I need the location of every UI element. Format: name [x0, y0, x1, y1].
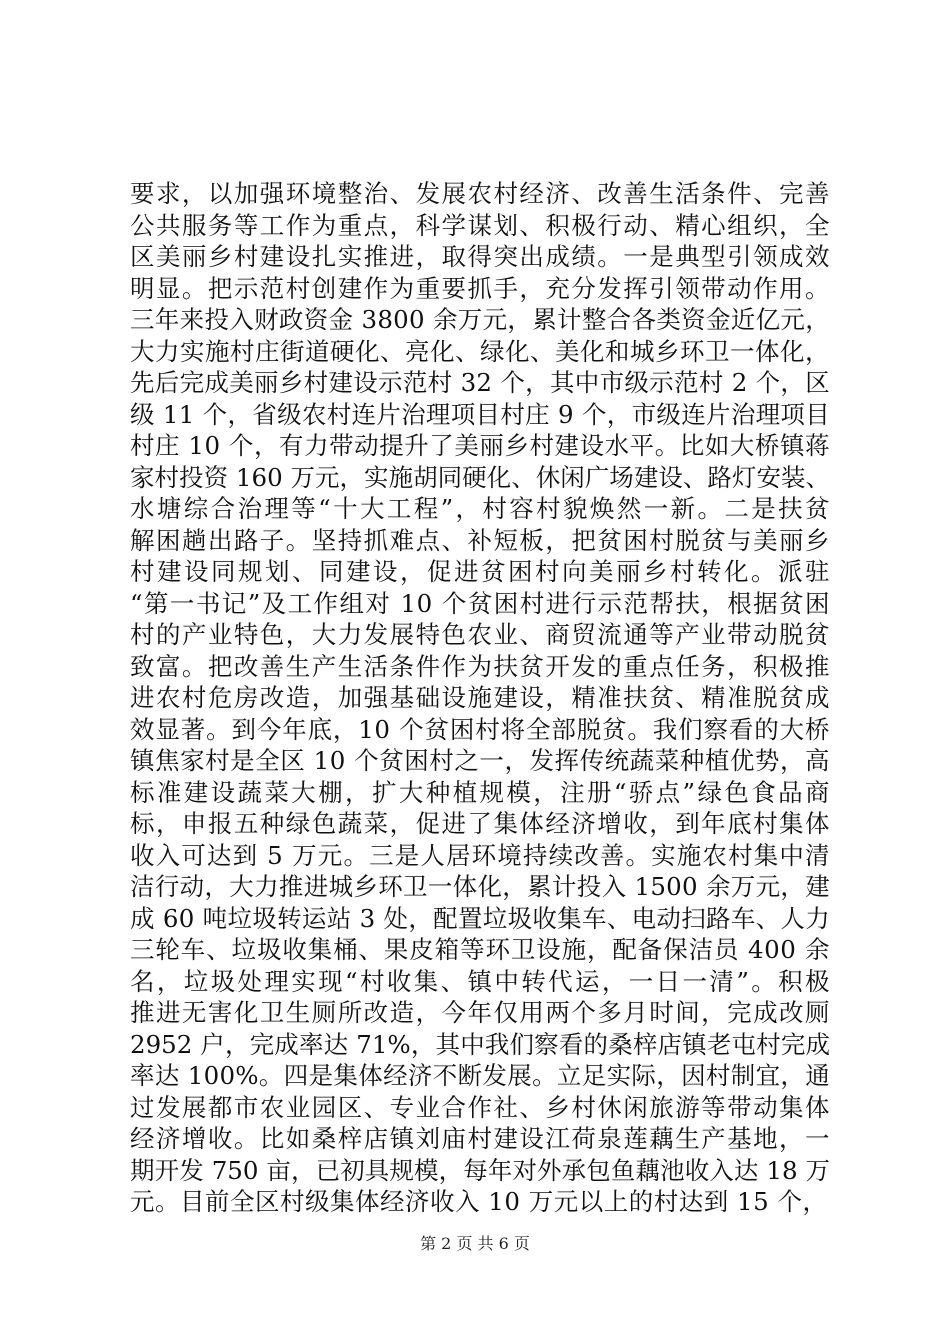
text-line: 标，申报五种绿色蔬菜，促进了集体经济增收，到年底村集体	[130, 809, 830, 838]
text-line: 期开发 750 亩，已初具规模，每年对外承包鱼藕池收入达 18 万	[130, 1155, 830, 1185]
text-line: 洁行动，大力推进城乡环卫一体化，累计投入 1500 余万元，建	[130, 872, 830, 901]
text-line: 成 60 吨垃圾转运站 3 处，配置垃圾收集车、电动扫路车、人力	[130, 903, 830, 933]
text-line: 村的产业特色，大力发展特色农业、商贸流通等产业带动脱贫	[130, 620, 830, 649]
text-line: 收入可达到 5 万元。三是人居环境持续改善。实施农村集中清	[130, 840, 830, 870]
text-line: 经济增收。比如桑梓店镇刘庙村建设江荷泉莲藕生产基地，一	[130, 1124, 830, 1153]
text-line: 名，垃圾处理实现“村收集、镇中转代运，一日一清”。积极	[130, 966, 830, 996]
text-line: 三年来投入财政资金 3800 余万元，累计整合各类资金近亿元，	[130, 305, 830, 334]
text-line: 率达 100%。四是集体经济不断发展。立足实际，因村制宜，通	[130, 1061, 830, 1090]
text-line: 村建设同规划、同建设，促进贫困村向美丽乡村转化。派驻	[130, 557, 830, 586]
text-line: 公共服务等工作为重点，科学谋划、积极行动、精心组织，全	[130, 210, 830, 240]
text-line: 2952 户，完成率达 71%，其中我们察看的桑梓店镇老屯村完成	[130, 1029, 830, 1059]
text-line: 推进无害化卫生厕所改造，今年仅用两个多月时间，完成改厕	[130, 998, 830, 1027]
text-line: 过发展都市农业园区、专业合作社、乡村休闲旅游等带动集体	[130, 1092, 830, 1122]
text-line: 镇焦家村是全区 10 个贫困村之一，发挥传统蔬菜种植优势，高	[130, 746, 830, 775]
text-line: 家村投资 160 万元，实施胡同硬化、休闲广场建设、路灯安装、	[130, 462, 830, 492]
text-line: 先后完成美丽乡村建设示范村 32 个，其中市级示范村 2 个，区	[130, 368, 830, 397]
text-line: 要求，以加强环境整治、发展农村经济、改善生活条件、完善	[130, 179, 830, 208]
text-line: 水塘综合治理等“十大工程”，村容村貌焕然一新。二是扶贫	[130, 494, 830, 523]
body-text	[130, 178, 830, 1218]
text-line: 标准建设蔬菜大棚，扩大种植规模，注册“骄点”绿色食品商	[130, 777, 830, 807]
text-line: 村庄 10 个，有力带动提升了美丽乡村建设水平。比如大桥镇蒋	[130, 431, 830, 460]
page-footer: 第 2 页 共 6 页	[420, 1234, 530, 1253]
text-line: “第一书记”及工作组对 10 个贫困村进行示范帮扶，根据贫困	[130, 588, 830, 618]
text-line: 区美丽乡村建设扎实推进，取得突出成绩。一是典型引领成效	[130, 242, 830, 271]
text-line: 效显著。到今年底，10 个贫困村将全部脱贫。我们察看的大桥	[130, 714, 830, 744]
text-line: 解困趟出路子。坚持抓难点、补短板，把贫困村脱贫与美丽乡	[130, 525, 830, 555]
text-line: 致富。把改善生产生活条件作为扶贫开发的重点任务，积极推	[130, 651, 830, 681]
text-line: 元。目前全区村级集体经济收入 10 万元以上的村达到 15 个，	[130, 1187, 828, 1216]
text-line: 大力实施村庄街道硬化、亮化、绿化、美化和城乡环卫一体化，	[130, 336, 830, 366]
text-line: 级 11 个，省级农村连片治理项目村庄 9 个，市级连片治理项目	[130, 399, 830, 429]
text-line: 明显。把示范村创建作为重要抓手，充分发挥引领带动作用。	[130, 273, 830, 303]
text-line: 进农村危房改造，加强基础设施建设，精准扶贫、精准脱贫成	[130, 683, 830, 712]
text-line: 三轮车、垃圾收集桶、果皮箱等环卫设施，配备保洁员 400 余	[130, 935, 830, 964]
